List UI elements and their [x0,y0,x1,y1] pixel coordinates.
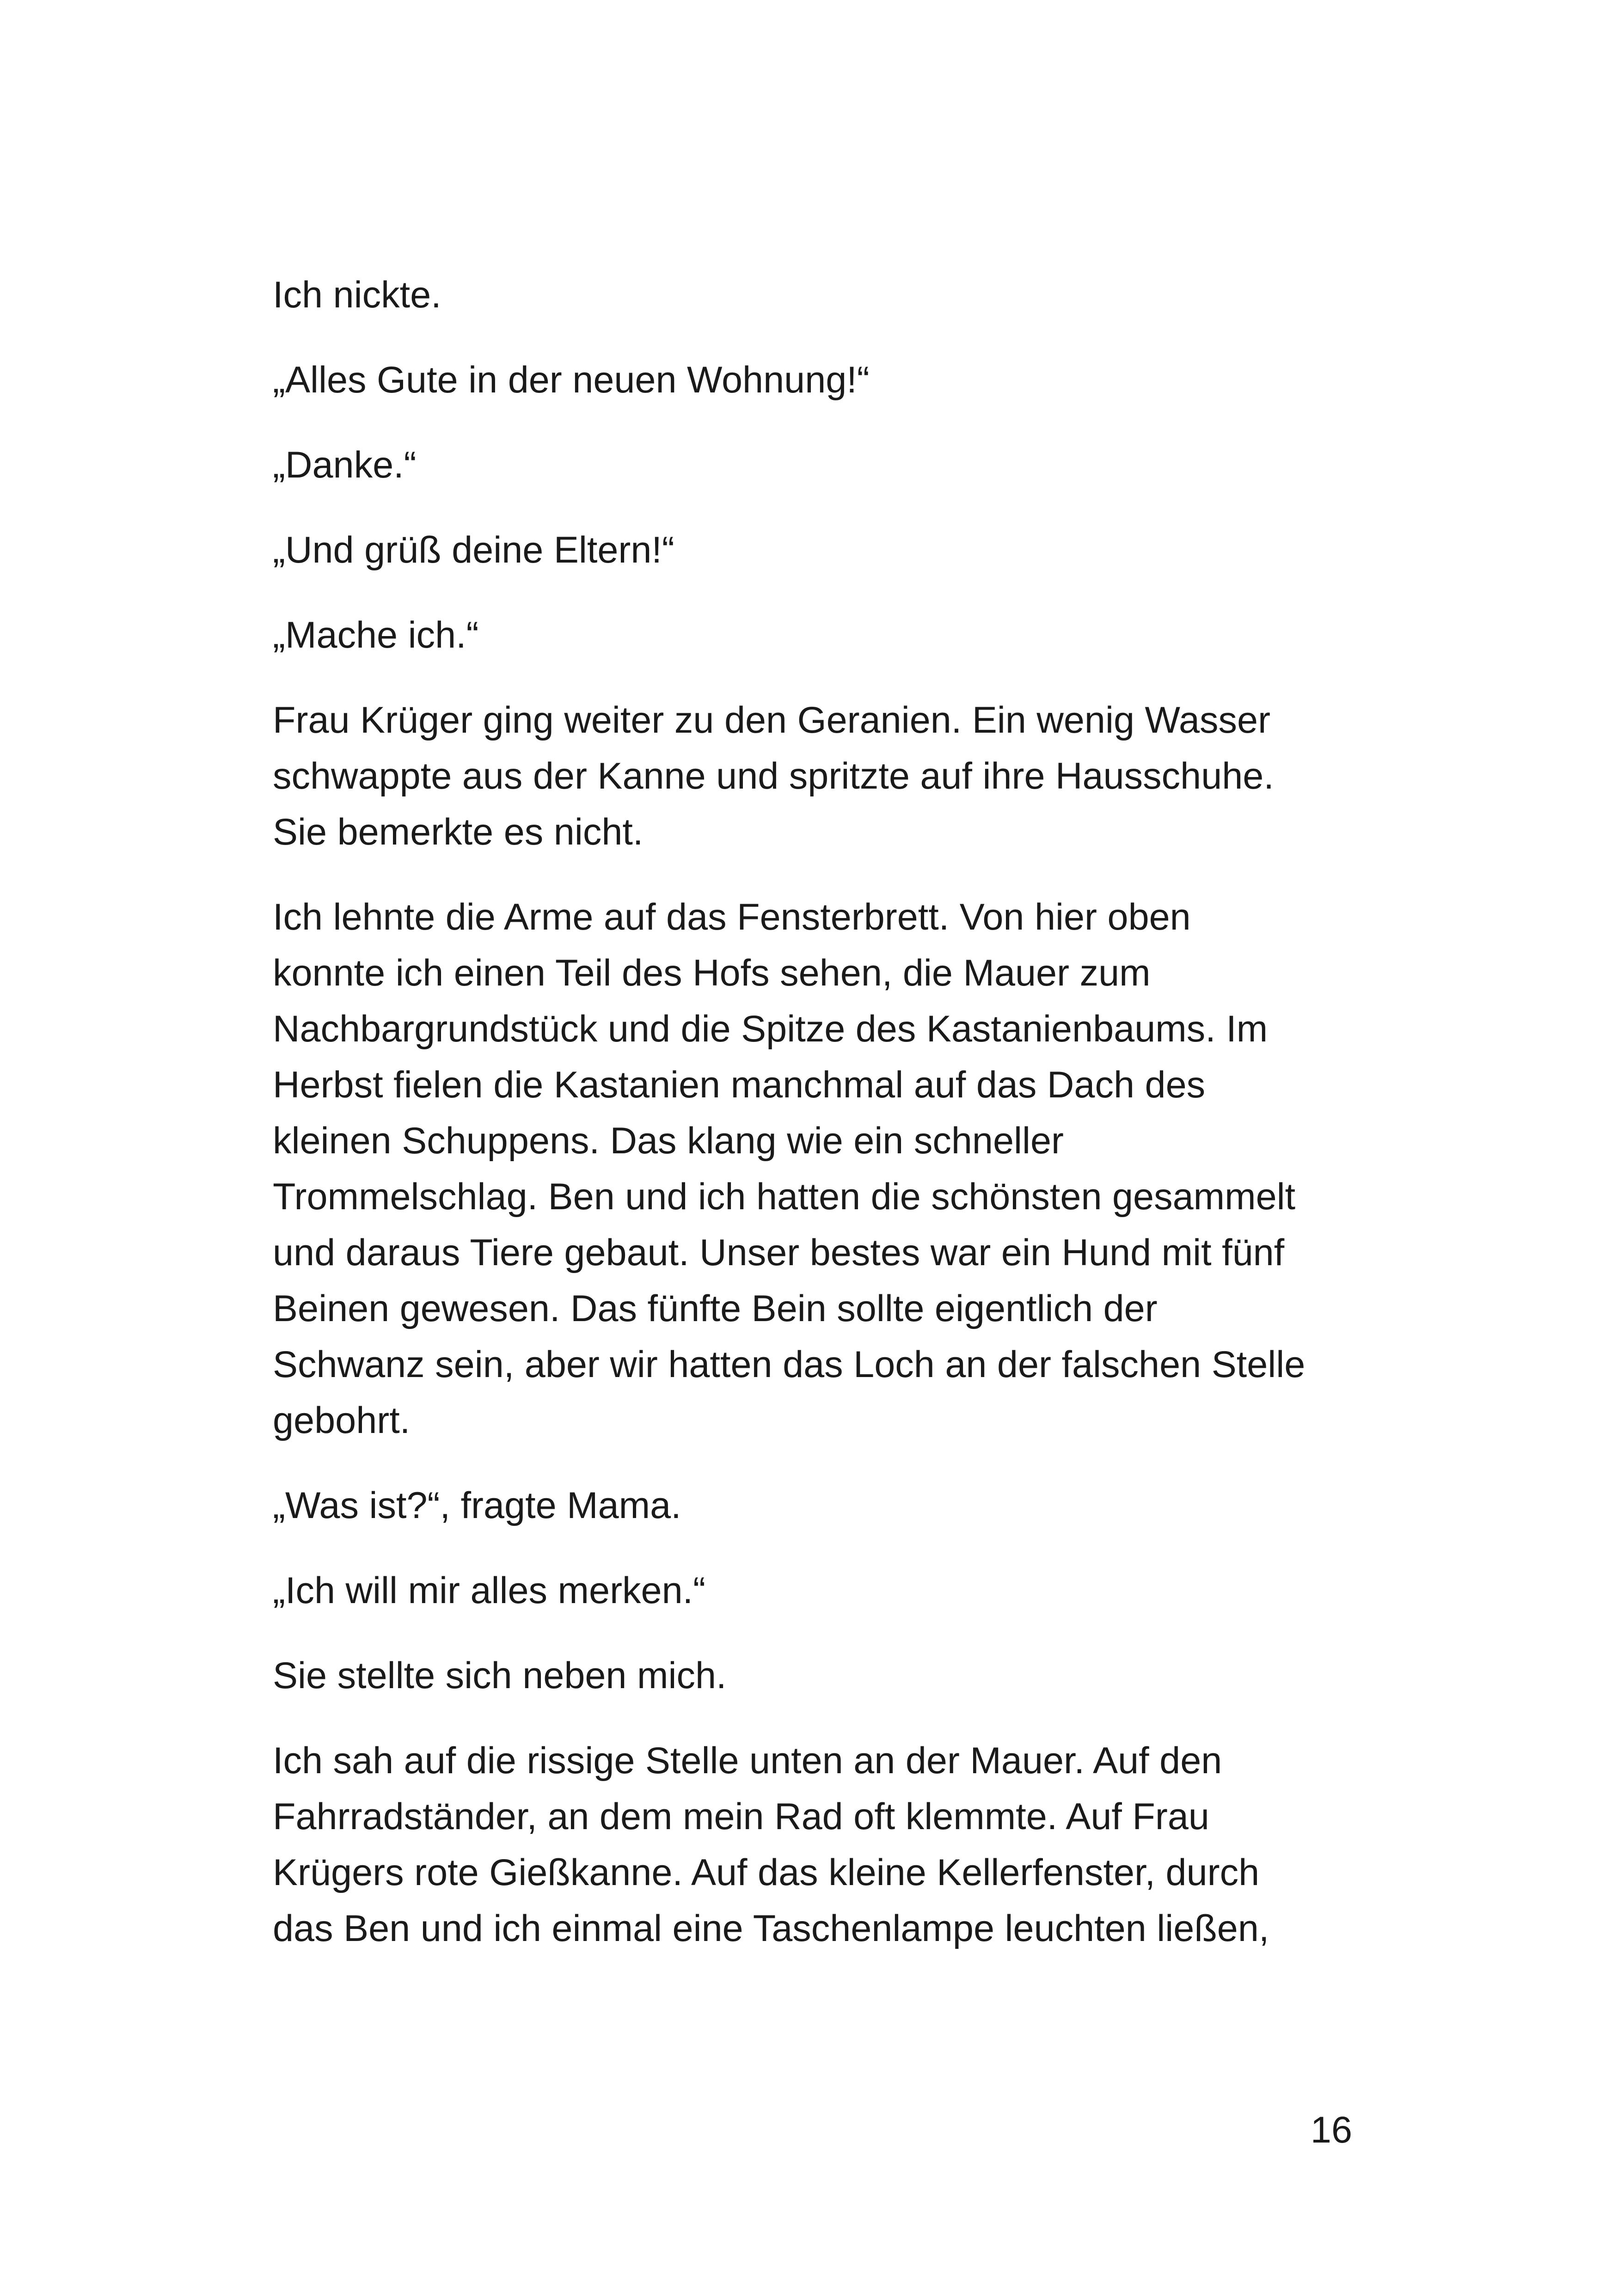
text-line: Ich nickte. [273,274,441,316]
text-line: „Ich will mir alles merken.“ [273,1570,706,1611]
text-line: Sie bemerkte es nicht. [273,811,644,853]
text-line: Trommelschlag. Ben und ich hatten die schönsten gesammelt [273,1176,1296,1218]
text-line: Herbst fielen die Kastanien manchmal auf das Dach des [273,1064,1206,1106]
text-line: „Und grüß deine Eltern!“ [273,529,674,571]
paragraph [273,522,1373,578]
text-line: Schwanz sein, aber wir hatten das Loch an der falschen Stelle [273,1344,1305,1385]
text-line: schwappte aus der Kanne und spritzte auf ihre Hausschuhe. [273,755,1274,797]
text-line: Fahrradständer, an dem mein Rad oft klemmte. Auf Frau [273,1796,1209,1837]
paragraph [273,1648,1373,1704]
text-line: kleinen Schuppens. Das klang wie ein schneller [273,1120,1064,1162]
text-line: „Mache ich.“ [273,614,479,656]
text-line: konnte ich einen Teil des Hofs sehen, die Mauer zum [273,952,1151,994]
text-line: und daraus Tiere gebaut. Unser bestes war ein Hund mit fünf [273,1232,1285,1274]
paragraph [273,352,1373,408]
text-line: gebohrt. [273,1400,411,1441]
text-line: „Alles Gute in der neuen Wohnung!“ [273,359,870,401]
text-line: „Was ist?“, fragte Mama. [273,1485,681,1526]
paragraph [273,1733,1373,1957]
page-number: 16 [1310,2109,1352,2151]
text-line: Ich lehnte die Arme auf das Fensterbrett. Von hier oben [273,896,1191,938]
text-line: Beinen gewesen. Das fünfte Bein sollte eigentlich der [273,1288,1158,1329]
text-line: Ich sah auf die rissige Stelle unten an der Mauer. Auf den [273,1740,1222,1782]
body-text [273,267,1373,1986]
paragraph [273,267,1373,323]
paragraph [273,1478,1373,1534]
paragraph [273,1563,1373,1619]
text-line: Nachbargrundstück und die Spitze des Kastanienbaums. Im [273,1008,1268,1050]
text-line: Krügers rote Gießkanne. Auf das kleine Kellerfenster, durch [273,1852,1260,1893]
paragraph [273,437,1373,493]
paragraph [273,889,1373,1449]
paragraph [273,607,1373,663]
paragraph [273,692,1373,860]
text-line: das Ben und ich einmal eine Taschenlampe leuchten ließen, [273,1908,1269,1949]
text-line: Frau Krüger ging weiter zu den Geranien. Ein wenig Wasser [273,699,1271,741]
text-line: Sie stellte sich neben mich. [273,1655,727,1696]
text-line: „Danke.“ [273,444,417,486]
